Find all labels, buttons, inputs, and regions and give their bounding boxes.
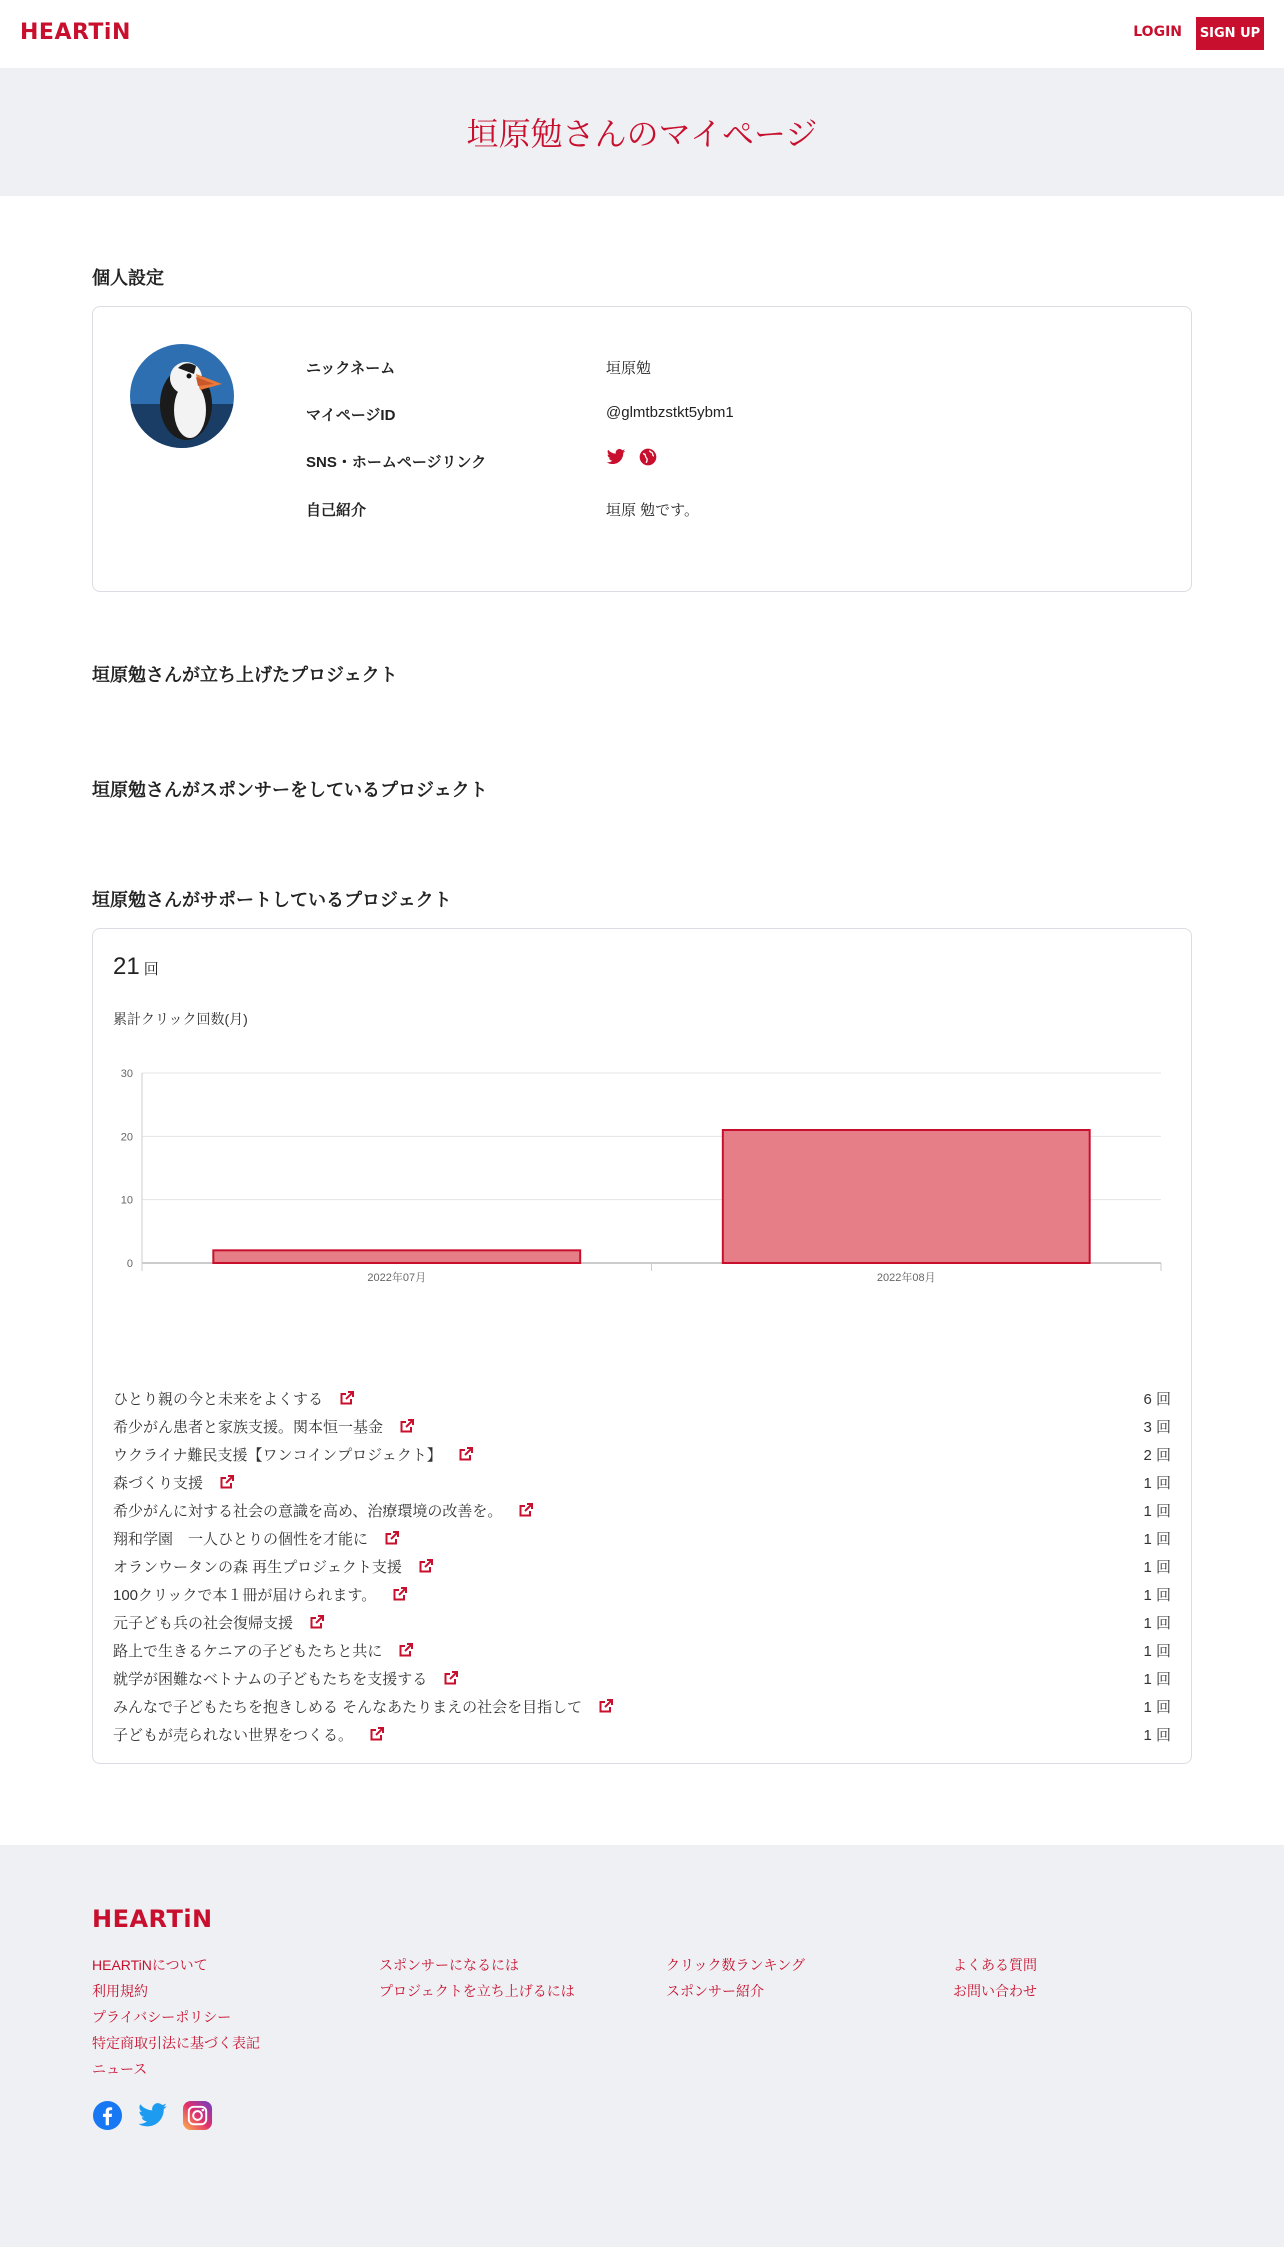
nickname-value: 垣原勉: [606, 360, 652, 377]
footer-link-become-sponsor[interactable]: スポンサーになるには: [379, 1957, 519, 1973]
project-click-count: 1 回: [1143, 1642, 1171, 1660]
bar: [213, 1250, 580, 1263]
site-footer: [0, 1845, 1284, 2247]
project-name: 希少がんに対する社会の意識を高め、治療環境の改善を。: [113, 1502, 503, 1520]
project-name-wrap: [113, 1696, 614, 1717]
support-projects-title: 垣原勉さんがサポートしているプロジェクト: [92, 890, 452, 910]
support-card: [92, 928, 1192, 1764]
project-click-count: 1 回: [1143, 1614, 1171, 1632]
x-tick-label: 2022年08月: [876, 1272, 936, 1284]
project-name-wrap: [113, 1556, 434, 1577]
twitter-icon[interactable]: [137, 2100, 168, 2131]
project-row: [113, 1664, 1171, 1692]
project-click-count: 1 回: [1143, 1530, 1171, 1548]
bar: [723, 1130, 1090, 1263]
sns-links: [606, 447, 666, 467]
project-click-count: 1 回: [1143, 1558, 1171, 1576]
globe-icon[interactable]: [638, 447, 658, 467]
profile-section-title: 個人設定: [92, 268, 164, 288]
footer-link-launch-project[interactable]: プロジェクトを立ち上げるには: [379, 1983, 575, 1999]
footer-link-news[interactable]: ニュース: [92, 2061, 148, 2077]
footer-link-about[interactable]: HEARTiNについて: [92, 1957, 208, 1973]
footer-logo[interactable]: HEARTiN: [92, 1905, 213, 1933]
chart-title: 累計クリック回数(月): [113, 1011, 248, 1027]
social-links: [92, 2100, 213, 2131]
project-row: [113, 1580, 1171, 1608]
project-name-wrap: [113, 1388, 355, 1409]
footer-column-2: [379, 1955, 575, 2007]
project-click-count: 1 回: [1143, 1670, 1171, 1688]
project-name: オランウータンの森 再生プロジェクト支援: [113, 1558, 402, 1576]
instagram-icon[interactable]: [182, 2100, 213, 2131]
footer-link-privacy[interactable]: プライバシーポリシー: [92, 2009, 232, 2025]
project-click-count: 1 回: [1143, 1502, 1171, 1520]
y-tick-label: 30: [120, 1068, 133, 1080]
footer-link-terms[interactable]: 利用規約: [92, 1983, 148, 1999]
site-header: [0, 0, 1284, 68]
y-tick-label: 10: [120, 1194, 133, 1207]
footer-link-faq[interactable]: よくある質問: [953, 1957, 1037, 1973]
profile-card: [92, 306, 1192, 592]
project-row: [113, 1524, 1171, 1552]
external-link-icon[interactable]: [458, 1446, 474, 1462]
project-name: 森づくり支援: [113, 1474, 204, 1492]
footer-link-sponsors[interactable]: スポンサー紹介: [666, 1983, 764, 1999]
external-link-icon[interactable]: [418, 1558, 434, 1574]
mypage-id-label: マイページID: [306, 407, 396, 424]
project-name-wrap: [113, 1416, 415, 1437]
footer-column-3: [666, 1955, 805, 2007]
project-name-wrap: [113, 1472, 235, 1493]
page-title: 垣原勉さんのマイページ: [466, 116, 818, 152]
bio-label: 自己紹介: [306, 502, 367, 519]
project-name-wrap: [113, 1612, 325, 1633]
project-row: [113, 1636, 1171, 1664]
project-name: 希少がん患者と家族支援。関本恒一基金: [113, 1418, 384, 1436]
project-name: ウクライナ難民支援【ワンコインプロジェクト】: [113, 1446, 442, 1464]
project-name: 100クリックで本１冊が届けられます。: [113, 1586, 377, 1604]
project-click-count: 1 回: [1143, 1698, 1171, 1716]
project-name-wrap: [113, 1444, 474, 1465]
project-name-wrap: [113, 1668, 459, 1689]
external-link-icon[interactable]: [369, 1726, 385, 1742]
project-click-count: 1 回: [1143, 1726, 1171, 1744]
project-row: [113, 1692, 1171, 1720]
sns-links-label: SNS・ホームページリンク: [306, 454, 487, 471]
project-click-count: 1 回: [1143, 1586, 1171, 1604]
project-click-count: 3 回: [1143, 1418, 1171, 1436]
project-name: みんなで子どもたちを抱きしめる そんなあたりまえの社会を目指して: [113, 1698, 583, 1716]
total-clicks-value: 21: [113, 953, 140, 980]
nickname-label: ニックネーム: [306, 360, 396, 377]
mypage-id-value[interactable]: @glmtbzstkt5ybm1: [606, 404, 734, 421]
signup-button[interactable]: SIGN UP: [1196, 17, 1264, 50]
project-row: [113, 1720, 1171, 1748]
project-click-count: 1 回: [1143, 1474, 1171, 1492]
external-link-icon[interactable]: [399, 1418, 415, 1434]
project-click-count: 6 回: [1143, 1390, 1171, 1408]
avatar: [130, 344, 234, 448]
twitter-icon[interactable]: [606, 447, 626, 467]
footer-column-1: [92, 1955, 260, 2085]
project-name-wrap: [113, 1584, 408, 1605]
footer-column-4: [953, 1955, 1037, 2007]
external-link-icon[interactable]: [443, 1670, 459, 1686]
footer-link-ranking[interactable]: クリック数ランキング: [666, 1957, 806, 1973]
project-row: [113, 1384, 1171, 1412]
external-link-icon[interactable]: [392, 1586, 408, 1602]
project-list: [113, 1384, 1171, 1748]
external-link-icon[interactable]: [518, 1502, 534, 1518]
external-link-icon[interactable]: [598, 1698, 614, 1714]
external-link-icon[interactable]: [384, 1530, 400, 1546]
project-name: ひとり親の今と未来をよくする: [113, 1390, 324, 1408]
project-name-wrap: [113, 1528, 400, 1549]
y-tick-label: 0: [126, 1258, 133, 1270]
footer-link-contact[interactable]: お問い合わせ: [953, 1983, 1037, 1999]
project-row: [113, 1468, 1171, 1496]
project-row: [113, 1412, 1171, 1440]
external-link-icon[interactable]: [219, 1474, 235, 1490]
project-row: [113, 1608, 1171, 1636]
external-link-icon[interactable]: [309, 1614, 325, 1630]
project-name-wrap: [113, 1640, 414, 1661]
project-name: 路上で生きるケニアの子どもたちと共に: [113, 1642, 383, 1660]
project-name-wrap: [113, 1500, 534, 1521]
y-tick-label: 20: [120, 1131, 133, 1144]
external-link-icon[interactable]: [339, 1390, 355, 1406]
project-row: [113, 1496, 1171, 1524]
footer-link-commerce-law[interactable]: 特定商取引法に基づく表記: [92, 2035, 260, 2051]
project-name: 就学が困難なベトナムの子どもたちを支援する: [113, 1670, 428, 1688]
login-button[interactable]: LOGIN: [1133, 24, 1182, 40]
x-tick-label: 2022年07月: [367, 1272, 427, 1284]
total-clicks-unit: 回: [143, 961, 159, 978]
page-banner: [0, 68, 1284, 196]
monthly-clicks-chart: [113, 1059, 1171, 1289]
facebook-icon[interactable]: [92, 2100, 123, 2131]
project-name: 翔和学園 一人ひとりの個性を才能に: [113, 1530, 369, 1548]
project-row: [113, 1552, 1171, 1580]
sponsor-projects-title: 垣原勉さんがスポンサーをしているプロジェクト: [92, 780, 488, 800]
external-link-icon[interactable]: [398, 1642, 414, 1658]
project-row: [113, 1440, 1171, 1468]
project-name: 元子ども兵の社会復帰支援: [113, 1614, 294, 1632]
site-logo[interactable]: HEARTiN: [20, 20, 131, 45]
project-name: 子どもが売られない世界をつくる。: [113, 1726, 354, 1744]
launched-projects-title: 垣原勉さんが立ち上げたプロジェクト: [92, 665, 398, 685]
bio-value: 垣原 勉です。: [606, 502, 699, 519]
total-clicks: [113, 953, 159, 981]
project-click-count: 2 回: [1143, 1446, 1171, 1464]
project-name-wrap: [113, 1724, 385, 1745]
